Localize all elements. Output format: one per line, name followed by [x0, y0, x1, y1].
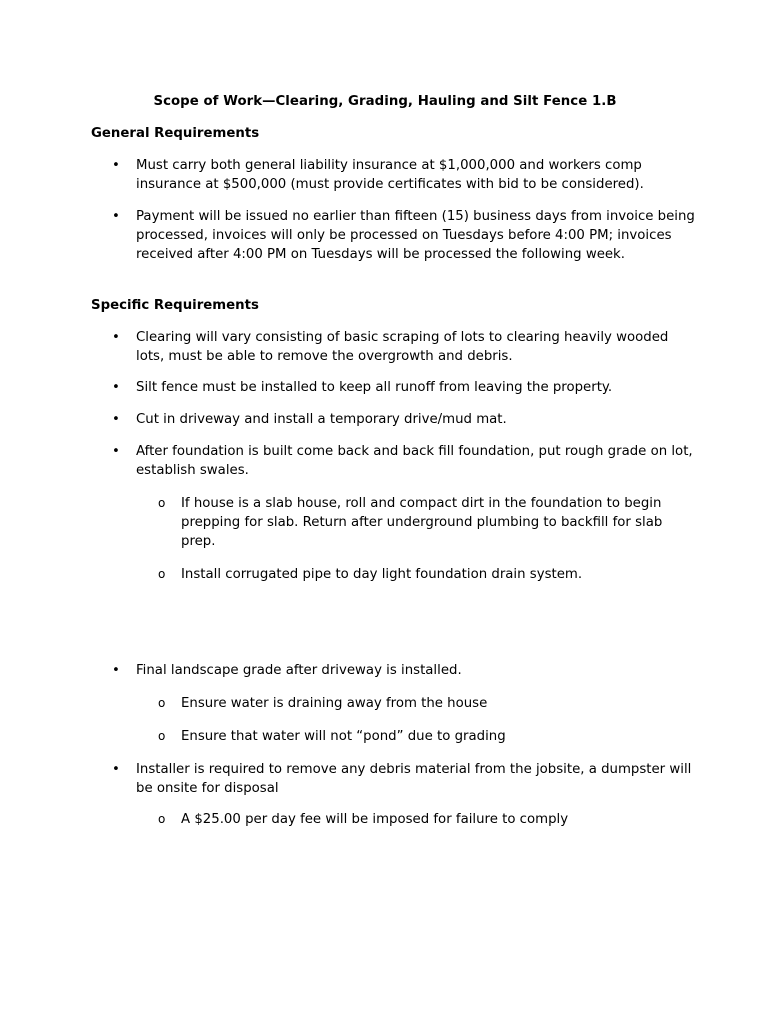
- sub-item-corrugated-pipe: [158, 565, 696, 584]
- list-item-silt-fence: [112, 378, 696, 397]
- list-item-text: Must carry both general liability insurance at $1,000,000 and workers comp insurance at $500,000 (must provide certificates with bid to be considered).: [136, 158, 644, 192]
- sub-item-text: Ensure water is draining away from the house: [181, 696, 488, 711]
- list-item-driveway: [112, 410, 696, 429]
- list-item-clearing: [112, 328, 696, 366]
- bullet-icon: •: [112, 330, 120, 345]
- list-item-payment: [112, 207, 696, 264]
- sub-item-fee: [158, 810, 696, 829]
- list-item-text: Final landscape grade after driveway is installed.: [136, 663, 462, 678]
- list-item-foundation-backfill: [112, 442, 696, 480]
- list-item-final-grade: [112, 661, 696, 680]
- circle-bullet-icon: o: [158, 696, 166, 710]
- circle-bullet-icon: o: [158, 567, 166, 581]
- list-item-text: Payment will be issued no earlier than fifteen (15) business days from invoice being processed, invoices will only be processed on Tuesdays before 4:00 PM; invoices received after 4:00 PM on Tuesdays will be processed the following week.: [136, 209, 695, 262]
- sub-item-slab-house: [158, 494, 696, 551]
- bullet-icon: •: [112, 663, 120, 678]
- list-item-text: Cut in driveway and install a temporary drive/mud mat.: [136, 412, 507, 427]
- list-item-text: After foundation is built come back and back fill foundation, put rough grade on lot, establish swales.: [136, 444, 693, 478]
- sub-item-pond: [158, 727, 696, 746]
- document-title: Scope of Work—Clearing, Grading, Hauling and Silt Fence 1.B: [153, 94, 617, 109]
- list-item-text: Silt fence must be installed to keep all runoff from leaving the property.: [136, 380, 613, 395]
- sub-item-text: Install corrugated pipe to day light foundation drain system.: [181, 567, 583, 582]
- circle-bullet-icon: o: [158, 729, 166, 743]
- list-item-debris: [112, 760, 696, 798]
- sub-item-text: A $25.00 per day fee will be imposed for failure to comply: [181, 812, 569, 827]
- bullet-icon: •: [112, 158, 120, 173]
- sub-item-text: If house is a slab house, roll and compact dirt in the foundation to begin prepping for slab. Return after underground plumbing to backfill for slab prep.: [181, 496, 663, 549]
- list-item-text: Installer is required to remove any debris material from the jobsite, a dumpster will be onsite for disposal: [136, 762, 692, 796]
- section-heading-general-requirements: General Requirements: [91, 126, 260, 141]
- section-heading-specific-requirements: Specific Requirements: [91, 298, 259, 313]
- bullet-icon: •: [112, 412, 120, 427]
- bullet-icon: •: [112, 762, 120, 777]
- list-item-text: Clearing will vary consisting of basic scraping of lots to clearing heavily wooded lots, must be able to remove the overgrowth and debris.: [136, 330, 669, 364]
- sub-item-text: Ensure that water will not “pond” due to grading: [181, 729, 506, 744]
- bullet-icon: •: [112, 444, 120, 459]
- bullet-icon: •: [112, 209, 120, 224]
- circle-bullet-icon: o: [158, 812, 166, 826]
- bullet-icon: •: [112, 380, 120, 395]
- circle-bullet-icon: o: [158, 496, 166, 510]
- sub-item-draining: [158, 694, 696, 713]
- list-item-insurance: [112, 156, 696, 194]
